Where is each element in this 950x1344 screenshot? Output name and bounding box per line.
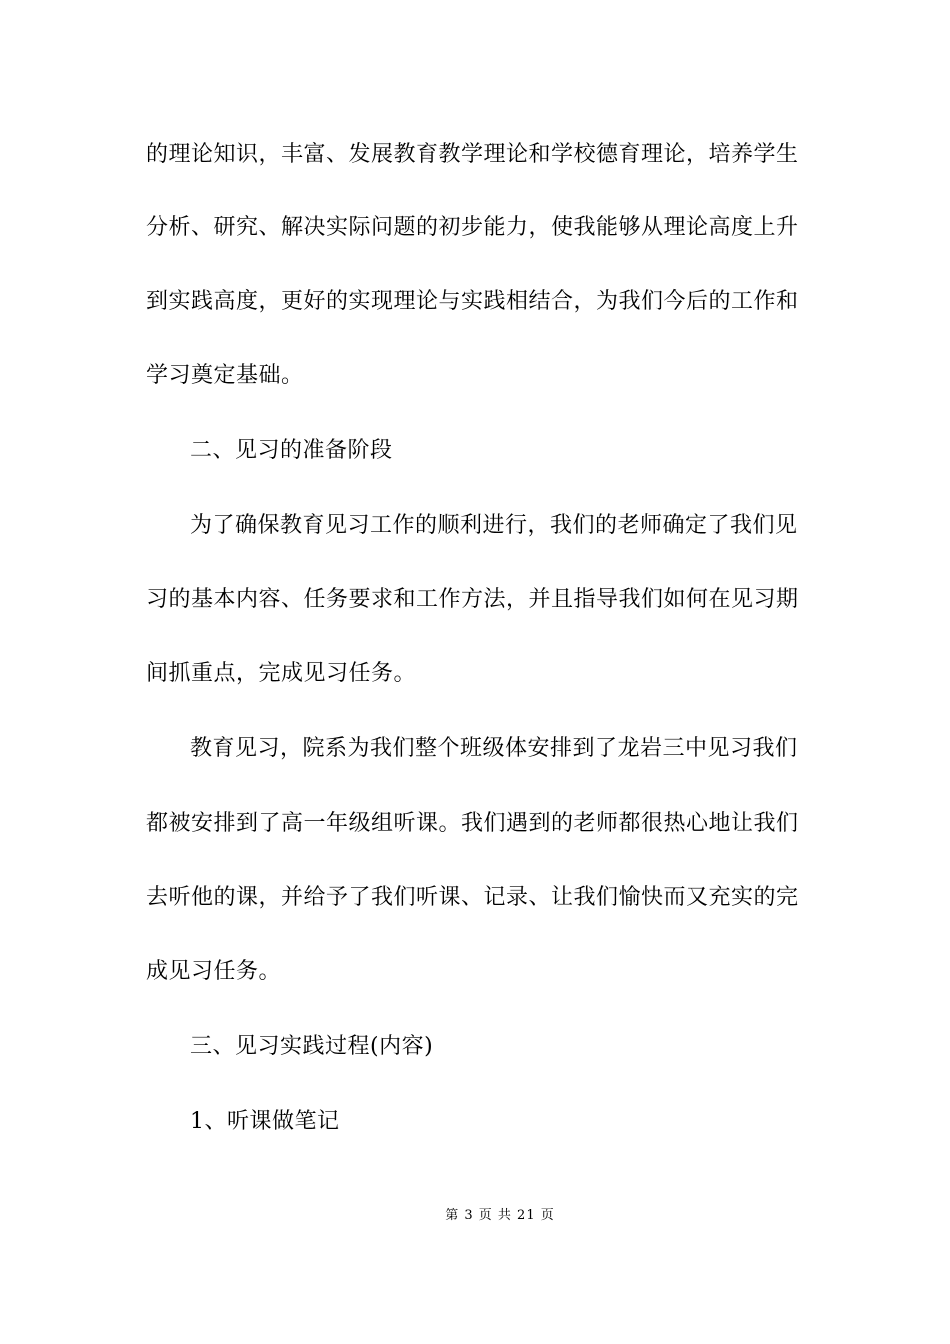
paragraph-b-line-3: 间抓重点，完成见习任务。 xyxy=(146,661,417,686)
paragraph-a-line-1: 的理论知识，丰富、发展教育教学理论和学校德育理论，培养学生 xyxy=(146,142,799,167)
section-heading-2: 二、见习的准备阶段 xyxy=(190,438,393,463)
paragraph-c-line-4: 成见习任务。 xyxy=(146,959,282,984)
paragraph-a-line-3: 到实践高度，更好的实现理论与实践相结合，为我们今后的工作和 xyxy=(146,289,799,314)
paragraph-b-line-1: 为了确保教育见习工作的顺利进行，我们的老师确定了我们见 xyxy=(190,513,798,538)
paragraph-c-line-3: 去听他的课，并给予了我们听课、记录、让我们愉快而又充实的完 xyxy=(146,885,799,910)
paragraph-b-line-2: 习的基本内容、任务要求和工作方法，并且指导我们如何在见习期 xyxy=(146,587,799,612)
paragraph-c-line-2: 都被安排到了高一年级组听课。我们遇到的老师都很热心地让我们 xyxy=(146,811,799,836)
page-number-footer: 第 3 页 共 21 页 xyxy=(445,1208,555,1223)
subheading-1: 1、听课做笔记 xyxy=(190,1109,340,1134)
section-heading-3: 三、见习实践过程(内容) xyxy=(190,1034,434,1059)
paragraph-a-line-4: 学习奠定基础。 xyxy=(146,363,304,388)
paragraph-c-line-1: 教育见习，院系为我们整个班级体安排到了龙岩三中见习我们 xyxy=(190,736,798,761)
paragraph-a-line-2: 分析、研究、解决实际问题的初步能力，使我能够从理论高度上升 xyxy=(146,215,799,240)
